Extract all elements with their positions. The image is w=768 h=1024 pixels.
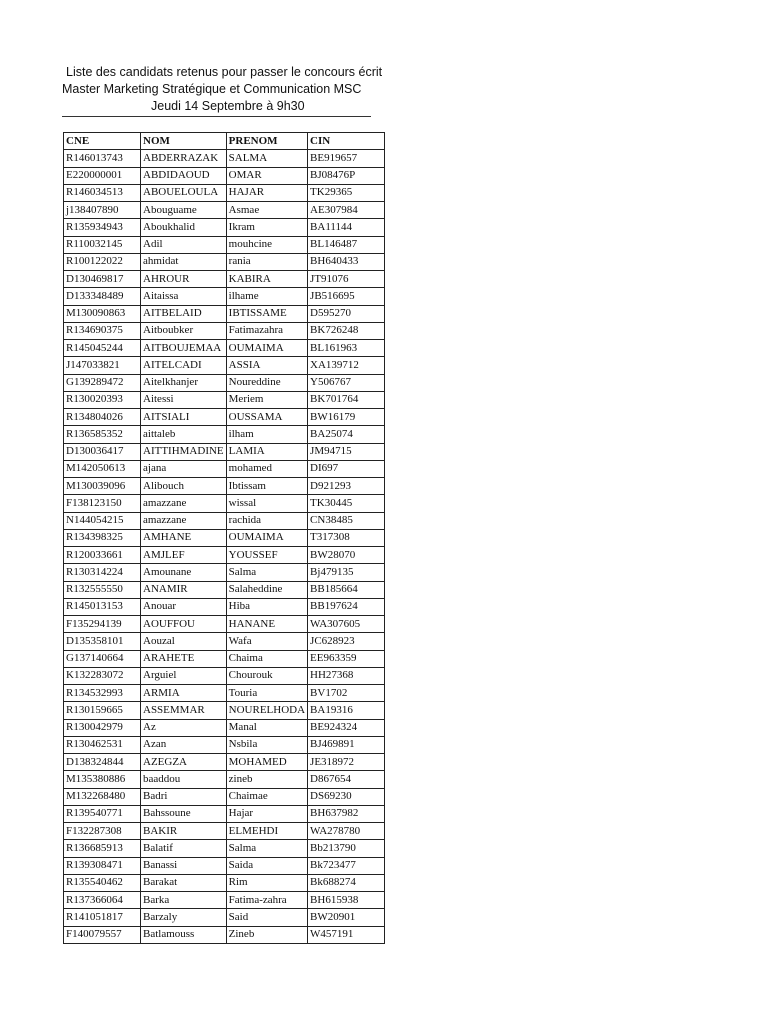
cell-prenom: NOURELHODA — [226, 702, 307, 719]
document-header — [62, 64, 392, 115]
cell-cne: G137140664 — [64, 650, 141, 667]
cell-nom: ahmidat — [141, 253, 227, 270]
cell-prenom: Noureddine — [226, 374, 307, 391]
cell-cne: R146034513 — [64, 184, 141, 201]
cell-cne: R145045244 — [64, 340, 141, 357]
header-divider — [62, 116, 371, 117]
cell-nom: Anouar — [141, 598, 227, 615]
cell-prenom: Chaimae — [226, 788, 307, 805]
cell-nom: Aitboubker — [141, 322, 227, 339]
cell-cne: R130042979 — [64, 719, 141, 736]
cell-cne: R137366064 — [64, 892, 141, 909]
cell-nom: Batlamouss — [141, 926, 227, 943]
cell-nom: AITTIHMADINE — [141, 443, 227, 460]
table-row — [64, 460, 385, 477]
cell-nom: amazzane — [141, 512, 227, 529]
cell-nom: AOUFFOU — [141, 616, 227, 633]
cell-cin: BW28070 — [308, 547, 385, 564]
cell-cin: BK726248 — [308, 322, 385, 339]
cell-nom: ABOUELOULA — [141, 184, 227, 201]
cell-cne: M142050613 — [64, 460, 141, 477]
cell-cin: EE963359 — [308, 650, 385, 667]
cell-cne: K132283072 — [64, 667, 141, 684]
header-program: Master Marketing Stratégique et Communication MSC — [62, 82, 362, 96]
cell-cin: BE919657 — [308, 150, 385, 167]
table-row — [64, 926, 385, 943]
cell-cne: R145013153 — [64, 598, 141, 615]
cell-nom: ABDIDAOUD — [141, 167, 227, 184]
table-row — [64, 667, 385, 684]
table-row — [64, 219, 385, 236]
cell-cne: R134804026 — [64, 409, 141, 426]
cell-nom: Aitaissa — [141, 288, 227, 305]
table-row — [64, 374, 385, 391]
cell-cne: R100122022 — [64, 253, 141, 270]
cell-prenom: OUMAIMA — [226, 529, 307, 546]
cell-cne: D135358101 — [64, 633, 141, 650]
table-row — [64, 426, 385, 443]
cell-cne: R136585352 — [64, 426, 141, 443]
cell-cin: T317308 — [308, 529, 385, 546]
cell-prenom: mohamed — [226, 460, 307, 477]
cell-cne: R130159665 — [64, 702, 141, 719]
table-row — [64, 288, 385, 305]
table-row — [64, 340, 385, 357]
cell-cne: R135540462 — [64, 874, 141, 891]
cell-nom: Aboukhalid — [141, 219, 227, 236]
cell-cne: M130090863 — [64, 305, 141, 322]
cell-nom: AITBELAID — [141, 305, 227, 322]
cell-cin: BE924324 — [308, 719, 385, 736]
cell-cne: N144054215 — [64, 512, 141, 529]
cell-cne: M130039096 — [64, 478, 141, 495]
column-header-cin: CIN — [308, 133, 385, 150]
cell-cne: R136685913 — [64, 840, 141, 857]
cell-cne: R134690375 — [64, 322, 141, 339]
cell-cin: BB197624 — [308, 598, 385, 615]
cell-cne: R141051817 — [64, 909, 141, 926]
cell-prenom: OMAR — [226, 167, 307, 184]
cell-cne: J147033821 — [64, 357, 141, 374]
cell-cin: Y506767 — [308, 374, 385, 391]
cell-nom: Arguiel — [141, 667, 227, 684]
column-header-nom: NOM — [141, 133, 227, 150]
cell-nom: Barakat — [141, 874, 227, 891]
table-row — [64, 616, 385, 633]
cell-prenom: Salaheddine — [226, 581, 307, 598]
cell-nom: ARAHETE — [141, 650, 227, 667]
cell-cne: M135380886 — [64, 771, 141, 788]
cell-cin: BJ469891 — [308, 736, 385, 753]
cell-cin: XA139712 — [308, 357, 385, 374]
cell-cne: R132555550 — [64, 581, 141, 598]
table-row — [64, 547, 385, 564]
cell-cin: BA11144 — [308, 219, 385, 236]
cell-nom: Azan — [141, 736, 227, 753]
cell-prenom: ELMEHDI — [226, 823, 307, 840]
table-row — [64, 512, 385, 529]
cell-nom: AMJLEF — [141, 547, 227, 564]
cell-nom: Barka — [141, 892, 227, 909]
cell-prenom: MOHAMED — [226, 754, 307, 771]
table-row — [64, 529, 385, 546]
cell-cin: BL161963 — [308, 340, 385, 357]
cell-prenom: Fatimazahra — [226, 322, 307, 339]
cell-prenom: SALMA — [226, 150, 307, 167]
cell-cin: JE318972 — [308, 754, 385, 771]
table-row — [64, 253, 385, 270]
cell-prenom: rania — [226, 253, 307, 270]
cell-cin: D867654 — [308, 771, 385, 788]
cell-prenom: Touria — [226, 685, 307, 702]
header-title: Liste des candidats retenus pour passer le concours écrit — [66, 65, 383, 79]
table-row — [64, 184, 385, 201]
cell-cin: BA19316 — [308, 702, 385, 719]
cell-cne: R120033661 — [64, 547, 141, 564]
cell-cin: D595270 — [308, 305, 385, 322]
cell-cne: F138123150 — [64, 495, 141, 512]
table-row — [64, 150, 385, 167]
cell-cne: R139308471 — [64, 857, 141, 874]
cell-prenom: mouhcine — [226, 236, 307, 253]
cell-nom: Barzaly — [141, 909, 227, 926]
cell-cin: W457191 — [308, 926, 385, 943]
cell-nom: Banassi — [141, 857, 227, 874]
table-header-row — [64, 133, 385, 150]
table-row — [64, 840, 385, 857]
table-row — [64, 305, 385, 322]
cell-nom: AHROUR — [141, 271, 227, 288]
cell-nom: aittaleb — [141, 426, 227, 443]
column-header-cne: CNE — [64, 133, 141, 150]
table-row — [64, 805, 385, 822]
cell-prenom: YOUSSEF — [226, 547, 307, 564]
cell-prenom: Hiba — [226, 598, 307, 615]
cell-cne: M132268480 — [64, 788, 141, 805]
cell-cne: R139540771 — [64, 805, 141, 822]
cell-cne: R135934943 — [64, 219, 141, 236]
cell-cin: TK29365 — [308, 184, 385, 201]
table-row — [64, 874, 385, 891]
cell-cne: D133348489 — [64, 288, 141, 305]
cell-cne: R110032145 — [64, 236, 141, 253]
cell-cin: TK30445 — [308, 495, 385, 512]
cell-cin: DS69230 — [308, 788, 385, 805]
table-row — [64, 167, 385, 184]
table-row — [64, 443, 385, 460]
cell-cne: R134398325 — [64, 529, 141, 546]
candidates-table — [63, 132, 385, 944]
cell-prenom: Hajar — [226, 805, 307, 822]
cell-cne: F140079557 — [64, 926, 141, 943]
cell-nom: AMHANE — [141, 529, 227, 546]
cell-nom: Aouzal — [141, 633, 227, 650]
cell-cin: JM94715 — [308, 443, 385, 460]
table-row — [64, 857, 385, 874]
cell-cne: D130036417 — [64, 443, 141, 460]
cell-prenom: Ikram — [226, 219, 307, 236]
cell-cin: AE307984 — [308, 202, 385, 219]
cell-nom: Aitelkhanjer — [141, 374, 227, 391]
cell-cin: JB516695 — [308, 288, 385, 305]
cell-cin: DI697 — [308, 460, 385, 477]
cell-cin: HH27368 — [308, 667, 385, 684]
cell-nom: AITSIALI — [141, 409, 227, 426]
cell-cne: G139289472 — [64, 374, 141, 391]
cell-nom: ARMIA — [141, 685, 227, 702]
table-row — [64, 892, 385, 909]
cell-prenom: rachida — [226, 512, 307, 529]
table-row — [64, 719, 385, 736]
cell-cin: CN38485 — [308, 512, 385, 529]
table-row — [64, 322, 385, 339]
table-row — [64, 357, 385, 374]
cell-prenom: wissal — [226, 495, 307, 512]
cell-nom: Az — [141, 719, 227, 736]
cell-prenom: Wafa — [226, 633, 307, 650]
cell-nom: AITELCADI — [141, 357, 227, 374]
table-row — [64, 564, 385, 581]
cell-prenom: OUSSAMA — [226, 409, 307, 426]
table-row — [64, 495, 385, 512]
cell-prenom: Rim — [226, 874, 307, 891]
cell-prenom: zineb — [226, 771, 307, 788]
cell-cin: JT91076 — [308, 271, 385, 288]
table-row — [64, 633, 385, 650]
cell-cne: R130020393 — [64, 391, 141, 408]
cell-prenom: HANANE — [226, 616, 307, 633]
cell-cin: BJ08476P — [308, 167, 385, 184]
cell-cin: BA25074 — [308, 426, 385, 443]
cell-cin: BH640433 — [308, 253, 385, 270]
cell-nom: BAKIR — [141, 823, 227, 840]
cell-prenom: LAMIA — [226, 443, 307, 460]
cell-cne: F132287308 — [64, 823, 141, 840]
cell-cin: Bb213790 — [308, 840, 385, 857]
cell-nom: AITBOUJEMAA — [141, 340, 227, 357]
table-row — [64, 736, 385, 753]
cell-cin: WA278780 — [308, 823, 385, 840]
cell-cin: D921293 — [308, 478, 385, 495]
cell-cne: E220000001 — [64, 167, 141, 184]
table-row — [64, 598, 385, 615]
cell-prenom: Asmae — [226, 202, 307, 219]
cell-cin: WA307605 — [308, 616, 385, 633]
cell-prenom: Chaima — [226, 650, 307, 667]
cell-nom: baaddou — [141, 771, 227, 788]
cell-prenom: OUMAIMA — [226, 340, 307, 357]
cell-prenom: ilhame — [226, 288, 307, 305]
cell-nom: amazzane — [141, 495, 227, 512]
cell-nom: Balatif — [141, 840, 227, 857]
table-row — [64, 754, 385, 771]
table-row — [64, 685, 385, 702]
cell-prenom: Meriem — [226, 391, 307, 408]
cell-nom: ANAMIR — [141, 581, 227, 598]
cell-nom: Abouguame — [141, 202, 227, 219]
table-row — [64, 391, 385, 408]
cell-cin: BL146487 — [308, 236, 385, 253]
table-row — [64, 409, 385, 426]
cell-prenom: Saida — [226, 857, 307, 874]
cell-nom: ASSEMMAR — [141, 702, 227, 719]
cell-cin: BV1702 — [308, 685, 385, 702]
cell-nom: Aitessi — [141, 391, 227, 408]
table-row — [64, 771, 385, 788]
cell-prenom: HAJAR — [226, 184, 307, 201]
cell-nom: ajana — [141, 460, 227, 477]
cell-cin: Bk688274 — [308, 874, 385, 891]
cell-prenom: Said — [226, 909, 307, 926]
cell-cne: j138407890 — [64, 202, 141, 219]
table-row — [64, 478, 385, 495]
cell-prenom: Salma — [226, 840, 307, 857]
cell-cin: JC628923 — [308, 633, 385, 650]
cell-prenom: Salma — [226, 564, 307, 581]
cell-cne: D138324844 — [64, 754, 141, 771]
cell-cne: R146013743 — [64, 150, 141, 167]
cell-prenom: Fatima-zahra — [226, 892, 307, 909]
cell-prenom: Chourouk — [226, 667, 307, 684]
cell-prenom: IBTISSAME — [226, 305, 307, 322]
cell-nom: Alibouch — [141, 478, 227, 495]
cell-cin: BH615938 — [308, 892, 385, 909]
cell-nom: AZEGZA — [141, 754, 227, 771]
table-row — [64, 702, 385, 719]
cell-cne: R130314224 — [64, 564, 141, 581]
cell-nom: Adil — [141, 236, 227, 253]
cell-cne: R130462531 — [64, 736, 141, 753]
cell-cin: BW20901 — [308, 909, 385, 926]
cell-cne: F135294139 — [64, 616, 141, 633]
cell-cin: BH637982 — [308, 805, 385, 822]
cell-cin: Bj479135 — [308, 564, 385, 581]
cell-cin: BB185664 — [308, 581, 385, 598]
table-row — [64, 909, 385, 926]
table-row — [64, 202, 385, 219]
table-row — [64, 788, 385, 805]
cell-prenom: Ibtissam — [226, 478, 307, 495]
cell-prenom: Manal — [226, 719, 307, 736]
cell-prenom: Nsbila — [226, 736, 307, 753]
cell-cin: Bk723477 — [308, 857, 385, 874]
column-header-prenom: PRENOM — [226, 133, 307, 150]
cell-cne: R134532993 — [64, 685, 141, 702]
cell-prenom: ASSIA — [226, 357, 307, 374]
table-row — [64, 271, 385, 288]
cell-nom: ABDERRAZAK — [141, 150, 227, 167]
cell-nom: Amounane — [141, 564, 227, 581]
cell-cin: BW16179 — [308, 409, 385, 426]
header-date: Jeudi 14 Septembre à 9h30 — [151, 99, 305, 113]
table-row — [64, 650, 385, 667]
table-row — [64, 581, 385, 598]
cell-cin: BK701764 — [308, 391, 385, 408]
cell-cne: D130469817 — [64, 271, 141, 288]
cell-prenom: ilham — [226, 426, 307, 443]
cell-nom: Badri — [141, 788, 227, 805]
cell-nom: Bahssoune — [141, 805, 227, 822]
table-row — [64, 823, 385, 840]
table-row — [64, 236, 385, 253]
cell-prenom: Zineb — [226, 926, 307, 943]
cell-prenom: KABIRA — [226, 271, 307, 288]
